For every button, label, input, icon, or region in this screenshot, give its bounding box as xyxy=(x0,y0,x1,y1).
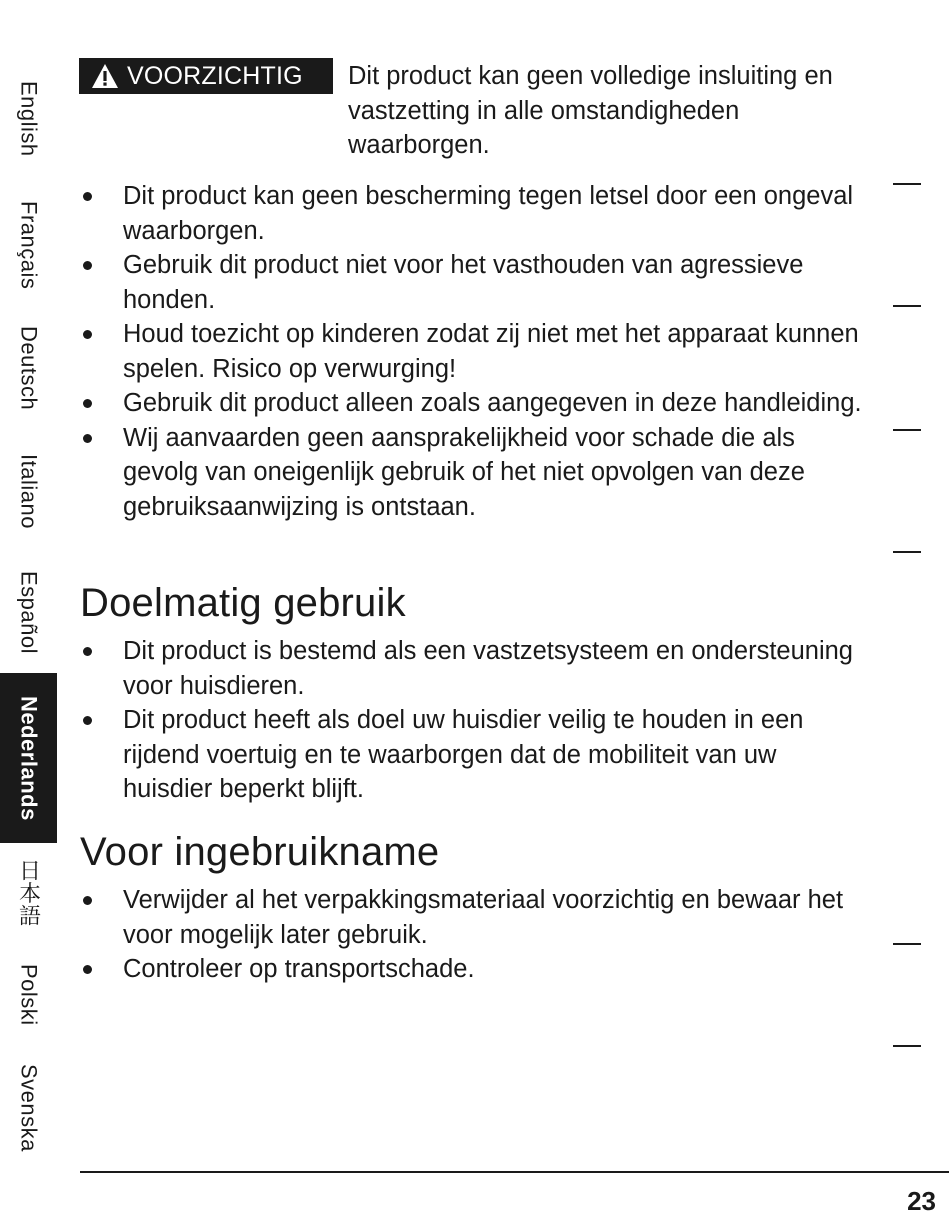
warning-triangle-icon xyxy=(91,63,119,89)
section-title-intended-use: Doelmatig gebruik xyxy=(80,581,406,625)
before-use-list xyxy=(0,883,870,987)
tab-label: Italiano xyxy=(16,453,42,529)
tab-divider xyxy=(893,429,921,431)
tab-deutsch[interactable] xyxy=(0,307,57,429)
list-item: Dit product kan geen bescherming tegen letsel door een ongeval waarborgen. xyxy=(0,179,870,248)
list-item: Dit product heeft als doel uw huisdier veilig te houden in een rijdend voertuig en te waarborgen dat de mobiliteit van uw huisdier beperkt blijft. xyxy=(0,703,870,807)
tab-divider xyxy=(893,551,921,553)
tab-nederlands[interactable] xyxy=(0,673,57,843)
page-number: 23 xyxy=(907,1186,936,1216)
tab-label: English xyxy=(16,81,42,157)
tab-label: Polski xyxy=(16,964,42,1026)
list-item: Controleer op transportschade. xyxy=(0,952,870,987)
list-item: Gebruik dit product alleen zoals aangegeven in deze handleiding. xyxy=(0,386,870,421)
tab-espanol[interactable] xyxy=(0,553,57,673)
tab-japanese[interactable] xyxy=(0,843,57,943)
tab-francais[interactable] xyxy=(0,185,57,305)
list-item: Houd toezicht op kinderen zodat zij niet met het apparaat kunnen spelen. Risico op verwurging! xyxy=(0,317,870,386)
tab-label: Svenska xyxy=(16,1064,42,1152)
tab-label: Deutsch xyxy=(16,325,42,411)
tab-italiano[interactable] xyxy=(0,431,57,551)
caution-badge xyxy=(79,58,333,94)
tab-label: Français xyxy=(16,200,42,290)
section-title-before-use: Voor ingebruikname xyxy=(80,830,440,874)
intended-use-list xyxy=(0,634,870,807)
tab-divider xyxy=(893,943,921,945)
tab-divider xyxy=(893,305,921,307)
caution-text: Dit product kan geen volledige insluiting en vastzetting in alle omstandigheden waarborgen. xyxy=(348,62,833,159)
tab-svenska[interactable] xyxy=(0,1047,57,1169)
list-item: Wij aanvaarden geen aansprakelijkheid voor schade die als gevolg van oneigenlijk gebruik of het niet opvolgen van deze gebruiksaanwijzing is ontstaan. xyxy=(0,421,870,525)
list-item: Dit product is bestemd als een vastzetsysteem en ondersteuning voor huisdieren. xyxy=(0,634,870,703)
footer-divider xyxy=(80,1171,949,1173)
safety-list xyxy=(0,179,870,524)
tab-label: Nederlands xyxy=(16,695,42,821)
tab-english[interactable] xyxy=(0,55,57,183)
tab-label: 日本語 xyxy=(16,859,42,927)
tab-label: Español xyxy=(16,571,42,655)
list-item: Gebruik dit product niet voor het vasthouden van agressieve honden. xyxy=(0,248,870,317)
tab-polski[interactable] xyxy=(0,945,57,1045)
caution-label: VOORZICHTIG xyxy=(127,61,303,90)
tab-divider xyxy=(893,183,921,185)
list-item: Verwijder al het verpakkingsmateriaal voorzichtig en bewaar het voor mogelijk later gebruik. xyxy=(0,883,870,952)
tab-divider xyxy=(893,1045,921,1047)
